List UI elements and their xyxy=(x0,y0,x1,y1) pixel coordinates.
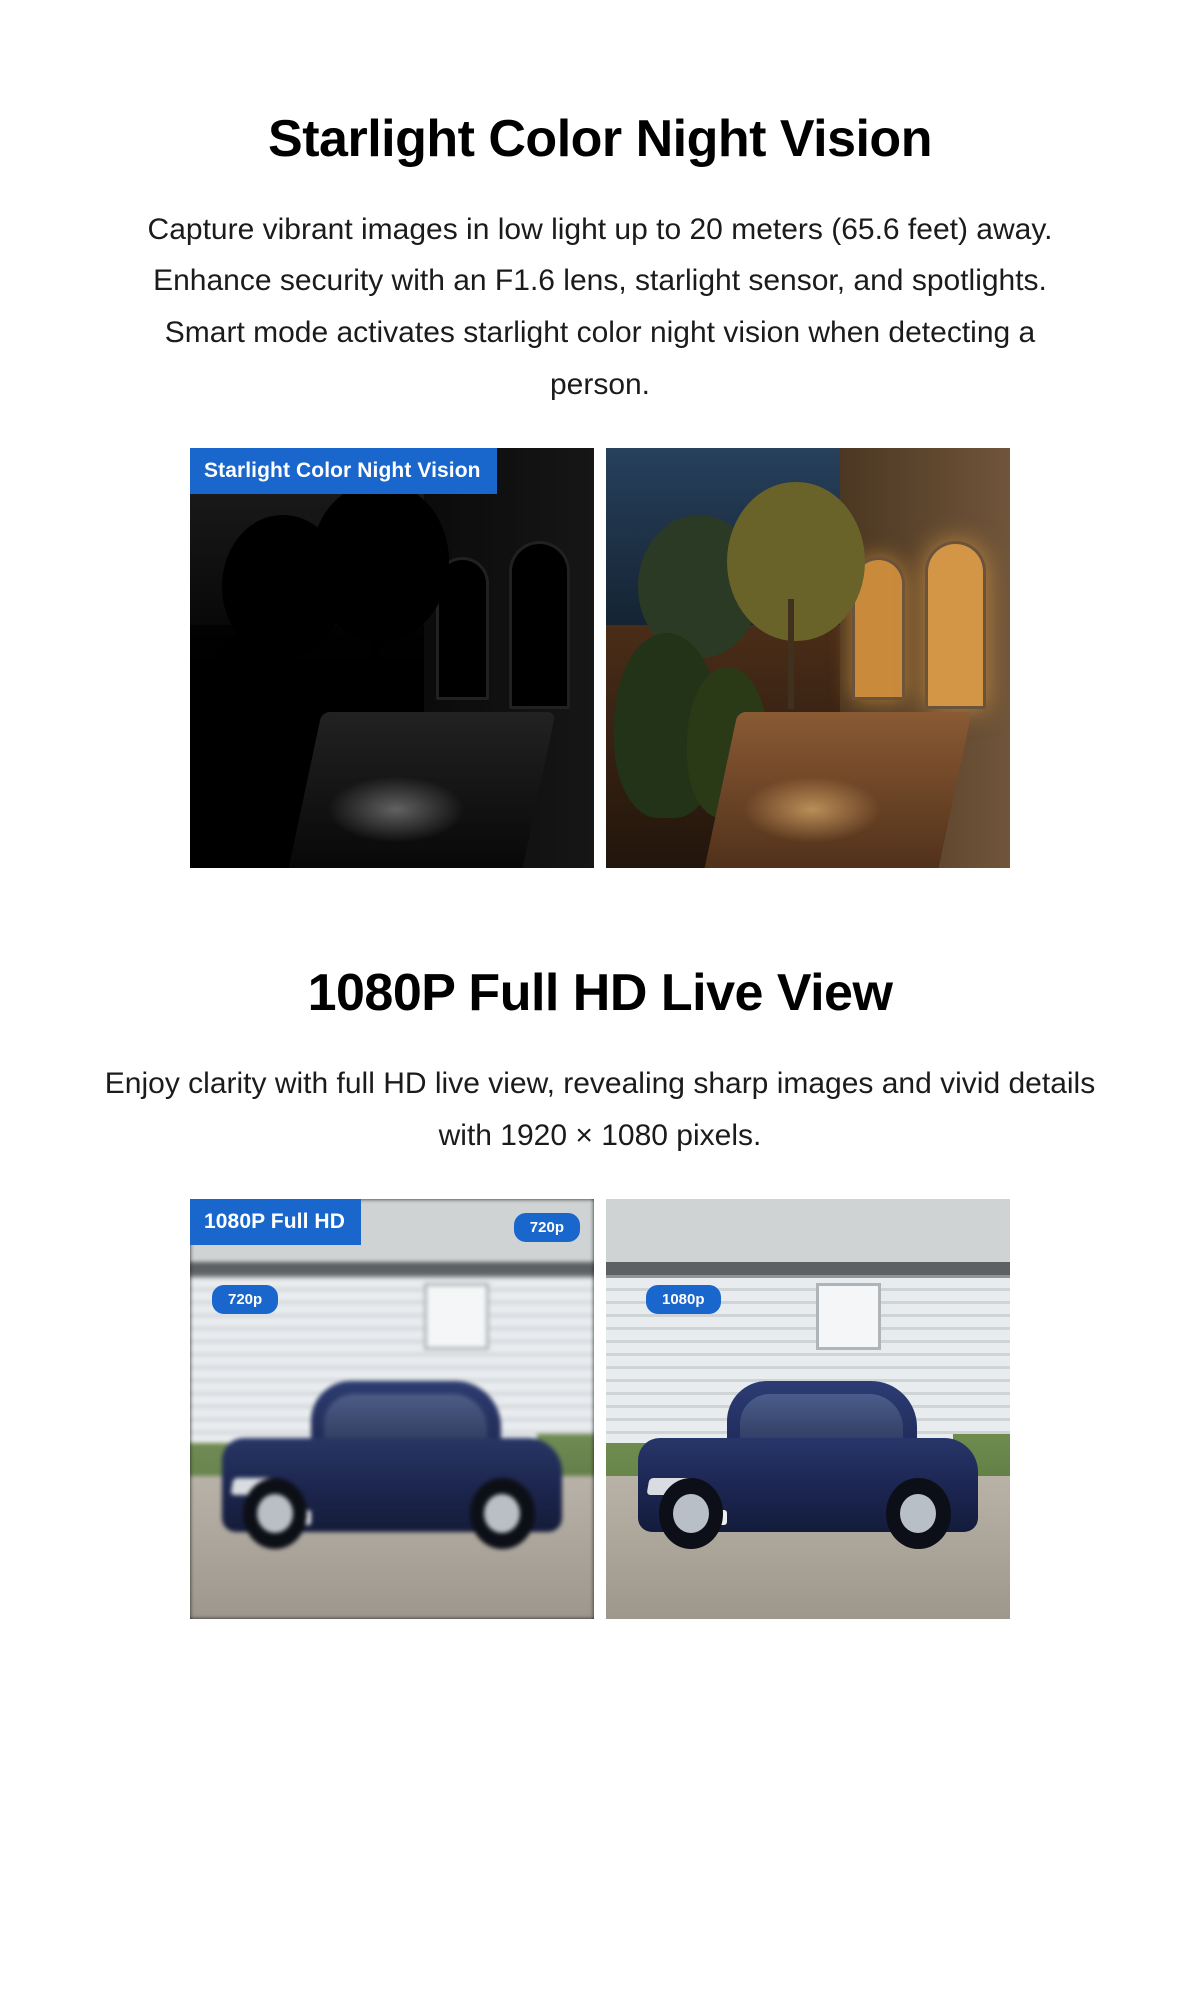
resolution-pill-1080p: 1080p xyxy=(646,1285,721,1314)
resolution-pill-720p-mid: 720p xyxy=(212,1285,278,1314)
section-night-vision xyxy=(0,110,1200,868)
section-full-hd xyxy=(0,964,1200,1619)
page-title: Starlight Color Night Vision xyxy=(268,110,932,168)
car-scene-1080p xyxy=(606,1199,1010,1619)
night-comparison xyxy=(190,448,1010,868)
page-title-2: 1080P Full HD Live View xyxy=(307,964,893,1023)
night-mono-image xyxy=(190,448,594,868)
resolution-pill-720p-top: 720p xyxy=(514,1213,580,1242)
night-scene-color xyxy=(606,448,1010,868)
status-badge: Starlight Color Night Vision xyxy=(190,448,497,494)
car-scene-720p xyxy=(190,1199,594,1619)
night-scene-mono xyxy=(190,448,594,868)
section-description: Capture vibrant images in low light up to 20 meters (65.6 feet) away. Enhance security with an F1.6 lens, starlight sensor, and spotlights. Smart mode activates starlight color night vision when detecting a person. xyxy=(147,212,1053,401)
status-badge-hd: 1080P Full HD xyxy=(190,1199,361,1245)
night-color-image xyxy=(606,448,1010,868)
hd-left-image xyxy=(190,1199,594,1619)
section-description-2: Enjoy clarity with full HD live view, revealing sharp images and vivid details with 1920 × 1080 pixels. xyxy=(104,1066,1096,1152)
hd-comparison xyxy=(190,1199,1010,1619)
hd-right-image xyxy=(606,1199,1010,1619)
